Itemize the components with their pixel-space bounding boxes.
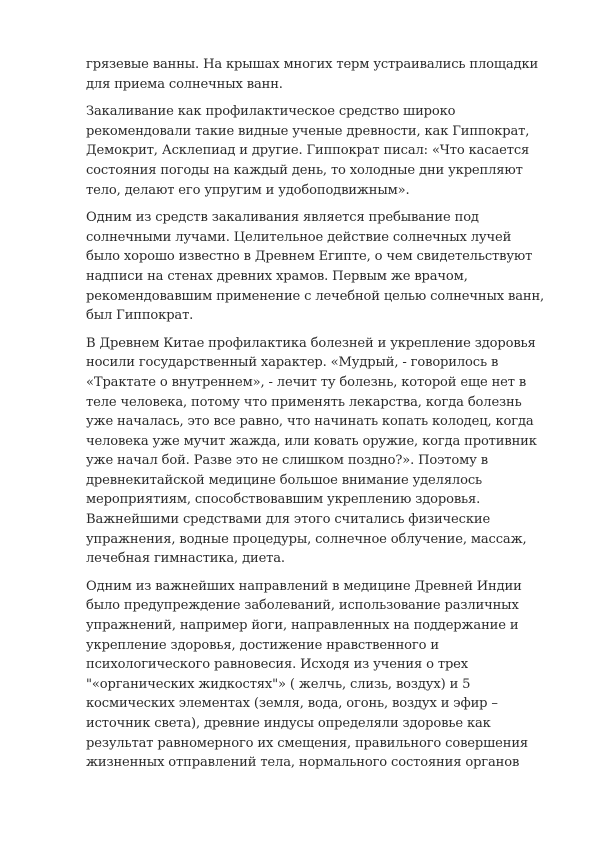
text-line: было предупреждение заболеваний, использование различных — [86, 598, 519, 614]
text-line: жизненных отправлений тела, нормального состояния органов — [86, 755, 520, 771]
text-line: укрепление здоровья, достижение нравственного и — [86, 637, 439, 653]
text-line: упражнения, водные процедуры, солнечное облучение, массаж, — [86, 531, 527, 547]
text-line: "«органических жидкостях"» ( желчь, слизь, воздух) и 5 — [86, 676, 471, 692]
text-line: солнечными лучами. Целительное действие солнечных лучей — [86, 229, 512, 245]
text-line: результат равномерного их смещения, правильного совершения — [86, 735, 529, 751]
text-line: уже начал бой. Разве это не слишком поздно?». Поэтому в — [86, 453, 488, 469]
paragraph — [86, 55, 556, 94]
text-line: рекомендовали такие видные ученые древности, как Гиппократ, — [86, 123, 530, 139]
text-line: «Трактате о внутреннем», - лечит ту болезнь, которой еще нет в — [86, 374, 527, 390]
document-body — [86, 55, 556, 781]
text-line: уже началась, это все равно, что начинать копать колодец, когда — [86, 414, 534, 430]
paragraph — [86, 208, 556, 326]
text-line: теле человека, потому что применять лекарства, когда болезнь — [86, 394, 522, 410]
text-line: психологического равновесия. Исходя из учения о трех — [86, 657, 469, 673]
text-line: мероприятиям, способствовавшим укреплению здоровья. — [86, 492, 481, 508]
text-line: грязевые ванны. На крышах многих терм устраивались площадки — [86, 57, 539, 72]
text-line: для приема солнечных ванн. — [86, 76, 283, 92]
text-line: человека уже мучит жажда, или ковать оружие, когда противник — [86, 433, 537, 449]
text-line: древнекитайской медицине большое внимание уделялось — [86, 472, 482, 488]
text-line: лечебная гимнастика, диета. — [86, 551, 285, 567]
text-line: был Гиппократ. — [86, 308, 194, 324]
text-line: носили государственный характер. «Мудрый, - говорилось в — [86, 355, 499, 371]
paragraph — [86, 102, 556, 200]
text-line: упражнений, например йоги, направленных на поддержание и — [86, 618, 519, 634]
text-line: надписи на стенах древних храмов. Первым же врачом, — [86, 268, 468, 284]
text-line: Закаливание как профилактическое средство широко — [86, 104, 456, 120]
text-line: Одним из важнейших направлений в медицине Древней Индии — [86, 578, 522, 594]
text-line: Важнейшими средствами для этого считались физические — [86, 512, 491, 528]
text-line: Демокрит, Асклепиад и другие. Гиппократ писал: «Что касается — [86, 143, 530, 159]
text-line: тело, делают его упругим и удобоподвижным». — [86, 182, 410, 198]
text-line: источник света), древние индусы определяли здоровье как — [86, 716, 491, 731]
text-line: состояния погоды на каждый день, то холодные дни укрепляют — [86, 162, 523, 178]
text-line: космических элементах (земля, вода, огонь, воздух и эфир – — [86, 696, 498, 712]
paragraph — [86, 577, 556, 773]
text-line: В Древнем Китае профилактика болезней и укрепление здоровья — [86, 335, 536, 351]
text-line: было хорошо известно в Древнем Египте, о чем свидетельствуют — [86, 249, 533, 265]
text-line: рекомендовавшим применение с лечебной целью солнечных ванн, — [86, 288, 545, 304]
text-line: Одним из средств закаливания является пребывание под — [86, 210, 479, 226]
paragraph — [86, 334, 556, 569]
